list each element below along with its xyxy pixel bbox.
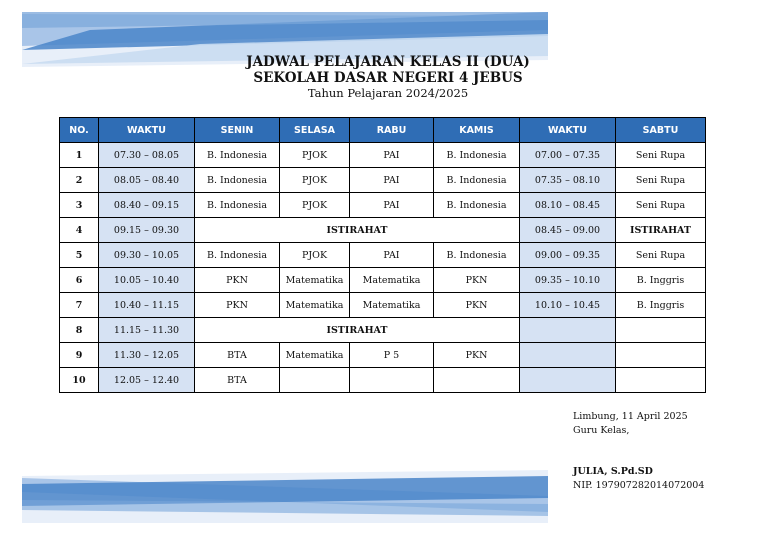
- cell-no: 4: [60, 218, 99, 243]
- cell-no: 9: [60, 343, 99, 368]
- cell-waktu: 10.05 – 10.40: [99, 268, 195, 293]
- cell-waktu2: 08.10 – 08.45: [520, 193, 616, 218]
- cell-waktu2: 09.00 – 09.35: [520, 243, 616, 268]
- cell-waktu: 07.30 – 08.05: [99, 143, 195, 168]
- column-header: WAKTU: [520, 118, 616, 143]
- table-row: [60, 368, 706, 393]
- column-header: NO.: [60, 118, 99, 143]
- table-row: [60, 318, 706, 343]
- cell-sabtu: ISTIRAHAT: [616, 218, 706, 243]
- cell-rabu: P 5: [350, 343, 434, 368]
- cell-no: 1: [60, 143, 99, 168]
- column-header: SELASA: [280, 118, 350, 143]
- document-header: [0, 54, 768, 101]
- cell-waktu2: 09.35 – 10.10: [520, 268, 616, 293]
- cell-senin: B. Indonesia: [195, 243, 280, 268]
- cell-waktu2: 08.45 – 09.00: [520, 218, 616, 243]
- cell-no: 5: [60, 243, 99, 268]
- cell-sabtu: Seni Rupa: [616, 193, 706, 218]
- cell-senin: PKN: [195, 293, 280, 318]
- cell-kamis: B. Indonesia: [434, 243, 520, 268]
- column-header: RABU: [350, 118, 434, 143]
- table-row: [60, 243, 706, 268]
- cell-waktu: 08.40 – 09.15: [99, 193, 195, 218]
- cell-waktu2: [520, 318, 616, 343]
- cell-kamis: B. Indonesia: [434, 168, 520, 193]
- cell-rabu: PAI: [350, 243, 434, 268]
- cell-no: 10: [60, 368, 99, 393]
- cell-sabtu: Seni Rupa: [616, 243, 706, 268]
- cell-waktu2: [520, 343, 616, 368]
- signature-place-date: Limbung, 11 April 2025: [573, 411, 688, 422]
- cell-rabu: Matematika: [350, 268, 434, 293]
- cell-kamis: B. Indonesia: [434, 143, 520, 168]
- column-header: SABTU: [616, 118, 706, 143]
- cell-waktu: 09.15 – 09.30: [99, 218, 195, 243]
- cell-kamis: [434, 368, 520, 393]
- bottom-ribbon: [22, 470, 548, 523]
- cell-selasa: Matematika: [280, 343, 350, 368]
- table-row: [60, 168, 706, 193]
- table-header-row: [60, 118, 706, 143]
- cell-rabu: PAI: [350, 168, 434, 193]
- cell-waktu2: 07.00 – 07.35: [520, 143, 616, 168]
- cell-waktu2: 07.35 – 08.10: [520, 168, 616, 193]
- cell-rabu: Matematika: [350, 293, 434, 318]
- cell-senin: B. Indonesia: [195, 143, 280, 168]
- cell-sabtu: [616, 343, 706, 368]
- subtitle: Tahun Pelajaran 2024/2025: [307, 86, 469, 100]
- cell-selasa: Matematika: [280, 293, 350, 318]
- cell-selasa: [280, 368, 350, 393]
- cell-senin: BTA: [195, 368, 280, 393]
- signature-role: Guru Kelas,: [573, 425, 630, 436]
- table-row: [60, 218, 706, 243]
- cell-no: 8: [60, 318, 99, 343]
- table-row: [60, 293, 706, 318]
- cell-senin: BTA: [195, 343, 280, 368]
- cell-rabu: [350, 368, 434, 393]
- cell-break: ISTIRAHAT: [195, 218, 520, 243]
- title-line-2: SEKOLAH DASAR NEGERI 4 JEBUS: [253, 70, 523, 86]
- title-line-1: JADWAL PELAJARAN KELAS II (DUA): [246, 54, 530, 70]
- cell-no: 2: [60, 168, 99, 193]
- cell-waktu: 12.05 – 12.40: [99, 368, 195, 393]
- cell-waktu: 08.05 – 08.40: [99, 168, 195, 193]
- signature-nip: NIP. 197907282014072004: [573, 480, 705, 491]
- cell-senin: B. Indonesia: [195, 193, 280, 218]
- cell-no: 6: [60, 268, 99, 293]
- cell-kamis: B. Indonesia: [434, 193, 520, 218]
- cell-selasa: PJOK: [280, 193, 350, 218]
- column-header: WAKTU: [99, 118, 195, 143]
- cell-rabu: PAI: [350, 143, 434, 168]
- cell-kamis: PKN: [434, 343, 520, 368]
- cell-waktu: 09.30 – 10.05: [99, 243, 195, 268]
- signature-name: JULIA, S.Pd.SD: [573, 466, 653, 477]
- cell-selasa: PJOK: [280, 143, 350, 168]
- cell-senin: B. Indonesia: [195, 168, 280, 193]
- cell-rabu: PAI: [350, 193, 434, 218]
- cell-waktu: 11.30 – 12.05: [99, 343, 195, 368]
- cell-sabtu: B. Inggris: [616, 293, 706, 318]
- cell-sabtu: Seni Rupa: [616, 143, 706, 168]
- schedule-table: [59, 117, 706, 393]
- cell-selasa: PJOK: [280, 168, 350, 193]
- table-row: [60, 268, 706, 293]
- cell-waktu2: 10.10 – 10.45: [520, 293, 616, 318]
- column-header: SENIN: [195, 118, 280, 143]
- table-row: [60, 343, 706, 368]
- cell-no: 3: [60, 193, 99, 218]
- cell-sabtu: Seni Rupa: [616, 168, 706, 193]
- cell-waktu2: [520, 368, 616, 393]
- cell-sabtu: B. Inggris: [616, 268, 706, 293]
- cell-no: 7: [60, 293, 99, 318]
- table-row: [60, 143, 706, 168]
- cell-senin: PKN: [195, 268, 280, 293]
- table-body: [60, 143, 706, 393]
- column-header: KAMIS: [434, 118, 520, 143]
- cell-kamis: PKN: [434, 293, 520, 318]
- cell-selasa: Matematika: [280, 268, 350, 293]
- cell-break: ISTIRAHAT: [195, 318, 520, 343]
- cell-selasa: PJOK: [280, 243, 350, 268]
- cell-sabtu: [616, 318, 706, 343]
- cell-waktu: 10.40 – 11.15: [99, 293, 195, 318]
- table-row: [60, 193, 706, 218]
- cell-kamis: PKN: [434, 268, 520, 293]
- cell-waktu: 11.15 – 11.30: [99, 318, 195, 343]
- cell-sabtu: [616, 368, 706, 393]
